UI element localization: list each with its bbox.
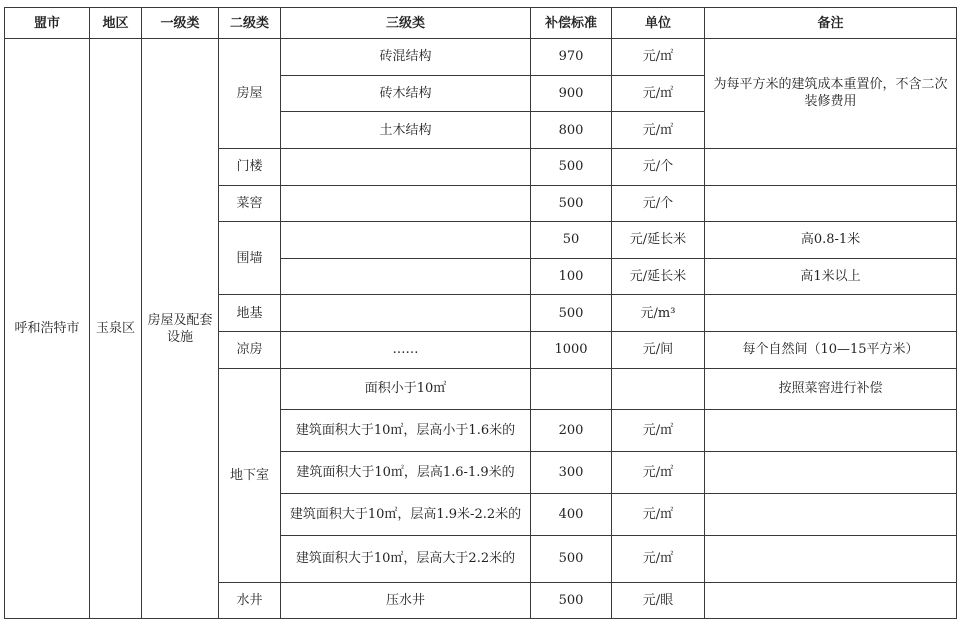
header-standard: 补偿标准 — [531, 8, 612, 39]
level3-cell: 建筑面积大于10㎡，层高1.9米-2.2米的 — [281, 493, 531, 535]
note-cell — [705, 493, 957, 535]
level2-cell-caijiao: 菜窖 — [219, 185, 281, 222]
level3-cell — [281, 185, 531, 222]
unit-cell: 元/㎡ — [612, 39, 705, 76]
level3-cell: 砖木结构 — [281, 75, 531, 112]
unit-cell: 元/㎡ — [612, 452, 705, 494]
level2-cell-dixiashi: 地下室 — [219, 368, 281, 583]
level3-cell: 砖混结构 — [281, 39, 531, 76]
city-cell: 呼和浩特市 — [5, 39, 90, 619]
header-note: 备注 — [705, 8, 957, 39]
header-district: 地区 — [90, 8, 142, 39]
level2-cell-fangwu: 房屋 — [219, 39, 281, 149]
level3-cell: 压水井 — [281, 583, 531, 619]
note-cell — [705, 452, 957, 494]
level3-cell — [281, 295, 531, 332]
header-level1: 一级类 — [142, 8, 219, 39]
unit-cell: 元/眼 — [612, 583, 705, 619]
note-cell — [705, 185, 957, 222]
header-level2: 二级类 — [219, 8, 281, 39]
note-cell — [705, 295, 957, 332]
unit-cell: 元/个 — [612, 148, 705, 185]
note-cell: 高1米以上 — [705, 258, 957, 295]
unit-cell: 元/㎡ — [612, 535, 705, 583]
standard-cell: 300 — [531, 452, 612, 494]
header-city: 盟市 — [5, 8, 90, 39]
level3-cell — [281, 258, 531, 295]
standard-cell: 500 — [531, 185, 612, 222]
unit-cell: 元/㎡ — [612, 75, 705, 112]
unit-cell: 元/延长米 — [612, 258, 705, 295]
standard-cell: 500 — [531, 583, 612, 619]
note-cell: 按照菜窖进行补偿 — [705, 368, 957, 410]
level3-cell: 面积小于10㎡ — [281, 368, 531, 410]
level3-cell: 土木结构 — [281, 112, 531, 149]
note-cell: 每个自然间（10—15平方米） — [705, 332, 957, 369]
header-row — [5, 8, 957, 39]
unit-cell: 元/个 — [612, 185, 705, 222]
level1-cell: 房屋及配套设施 — [142, 39, 219, 619]
note-cell: 高0.8-1米 — [705, 222, 957, 259]
level3-cell: 建筑面积大于10㎡，层高1.6-1.9米的 — [281, 452, 531, 494]
unit-cell: 元/间 — [612, 332, 705, 369]
unit-cell: 元/延长米 — [612, 222, 705, 259]
standard-cell: 500 — [531, 295, 612, 332]
standard-cell: 1000 — [531, 332, 612, 369]
standard-cell: 400 — [531, 493, 612, 535]
level3-cell — [281, 222, 531, 259]
table-row — [5, 39, 957, 76]
level2-cell-liangfang: 凉房 — [219, 332, 281, 369]
note-cell — [705, 535, 957, 583]
standard-cell: 800 — [531, 112, 612, 149]
level3-cell: 建筑面积大于10㎡，层高小于1.6米的 — [281, 410, 531, 452]
standard-cell: 100 — [531, 258, 612, 295]
level3-cell: 建筑面积大于10㎡，层高大于2.2米的 — [281, 535, 531, 583]
level2-cell-diji: 地基 — [219, 295, 281, 332]
note-cell: 为每平方米的建筑成本重置价，不含二次装修费用 — [705, 39, 957, 149]
standard-cell — [531, 368, 612, 410]
unit-cell — [612, 368, 705, 410]
standard-cell: 900 — [531, 75, 612, 112]
district-cell: 玉泉区 — [90, 39, 142, 619]
unit-cell: 元/㎡ — [612, 410, 705, 452]
level3-cell: …… — [281, 332, 531, 369]
note-cell — [705, 148, 957, 185]
level2-cell-weiqiang: 围墙 — [219, 222, 281, 295]
note-cell — [705, 410, 957, 452]
standard-cell: 970 — [531, 39, 612, 76]
header-level3: 三级类 — [281, 8, 531, 39]
level3-cell — [281, 148, 531, 185]
compensation-table — [4, 7, 957, 619]
unit-cell: 元/㎡ — [612, 493, 705, 535]
unit-cell: 元/m³ — [612, 295, 705, 332]
standard-cell: 200 — [531, 410, 612, 452]
level2-cell-shuijing: 水井 — [219, 583, 281, 619]
level2-cell-menlou: 门楼 — [219, 148, 281, 185]
note-cell — [705, 583, 957, 619]
standard-cell: 50 — [531, 222, 612, 259]
standard-cell: 500 — [531, 148, 612, 185]
standard-cell: 500 — [531, 535, 612, 583]
header-unit: 单位 — [612, 8, 705, 39]
unit-cell: 元/㎡ — [612, 112, 705, 149]
